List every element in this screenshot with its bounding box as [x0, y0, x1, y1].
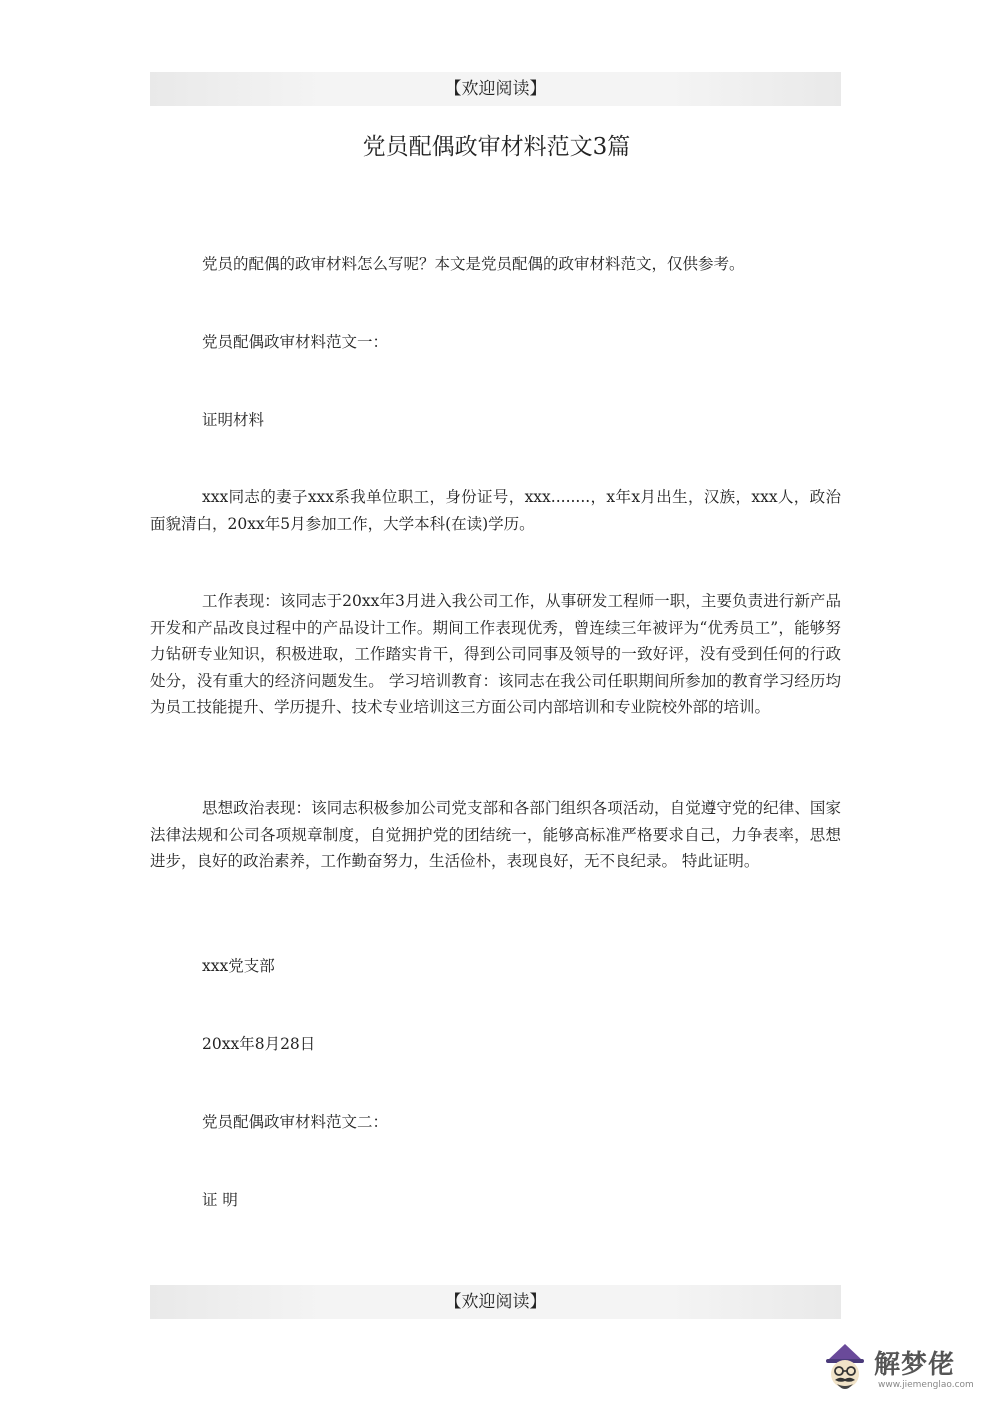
watermark-name: 解梦佬: [874, 1350, 956, 1380]
section1-subheading: 证明材料: [202, 411, 265, 429]
section1-signature: xxx党支部: [202, 957, 275, 975]
footer-banner: 【欢迎阅读】: [150, 1285, 841, 1319]
section1-heading: 党员配偶政审材料范文一：: [202, 333, 389, 351]
watermark-logo: [822, 1340, 982, 1396]
watermark-url: www.jiemenglao.com: [878, 1380, 974, 1390]
section1-date: 20xx年8月28日: [202, 1035, 316, 1053]
section2-heading: 党员配偶政审材料范文二：: [202, 1113, 389, 1131]
section2-subheading: 证 明: [202, 1191, 238, 1209]
section1-paragraph-political-performance: 思想政治表现：该同志积极参加公司党支部和各部门组织各项活动，自觉遵守党的纪律、国家法律法规和公司各项规章制度，自觉拥护党的团结统一，能够高标准严格要求自己，力争表率，思想进步，良好的政治素养，工作勤奋努力，生活俭朴，表现良好，无不良纪录。 特此证明。: [150, 799, 841, 870]
header-banner: 【欢迎阅读】: [150, 72, 841, 106]
page-title: 党员配偶政审材料范文3篇: [362, 134, 631, 160]
intro-text: 党员的配偶的政审材料怎么写呢？本文是党员配偶的政审材料范文，仅供参考。: [202, 255, 745, 273]
mustache-face-icon: [822, 1340, 868, 1396]
section1-paragraph-basic-info: xxx同志的妻子xxx系我单位职工，身份证号，xxx........，x年x月出生，汉族，xxx人，政治面貌清白，20xx年5月参加工作，大学本科(在读)学历。: [150, 488, 841, 533]
section1-paragraph-work-performance: 工作表现：该同志于20xx年3月进入我公司工作，从事研发工程师一职，主要负责进行新产品开发和产品改良过程中的产品设计工作。期间工作表现优秀，曾连续三年被评为“优秀员工”，能够努力钻研专业知识，积极进取，工作踏实肯干，得到公司同事及领导的一致好评，没有受到任何的行政处分，没有重大的经济问题发生。 学习培训教育：该同志在我公司任职期间所参加的教育学习经历均为员工技能提升、学历提升、技术专业培训这三方面公司内部培训和专业院校外部的培训。: [150, 592, 841, 716]
